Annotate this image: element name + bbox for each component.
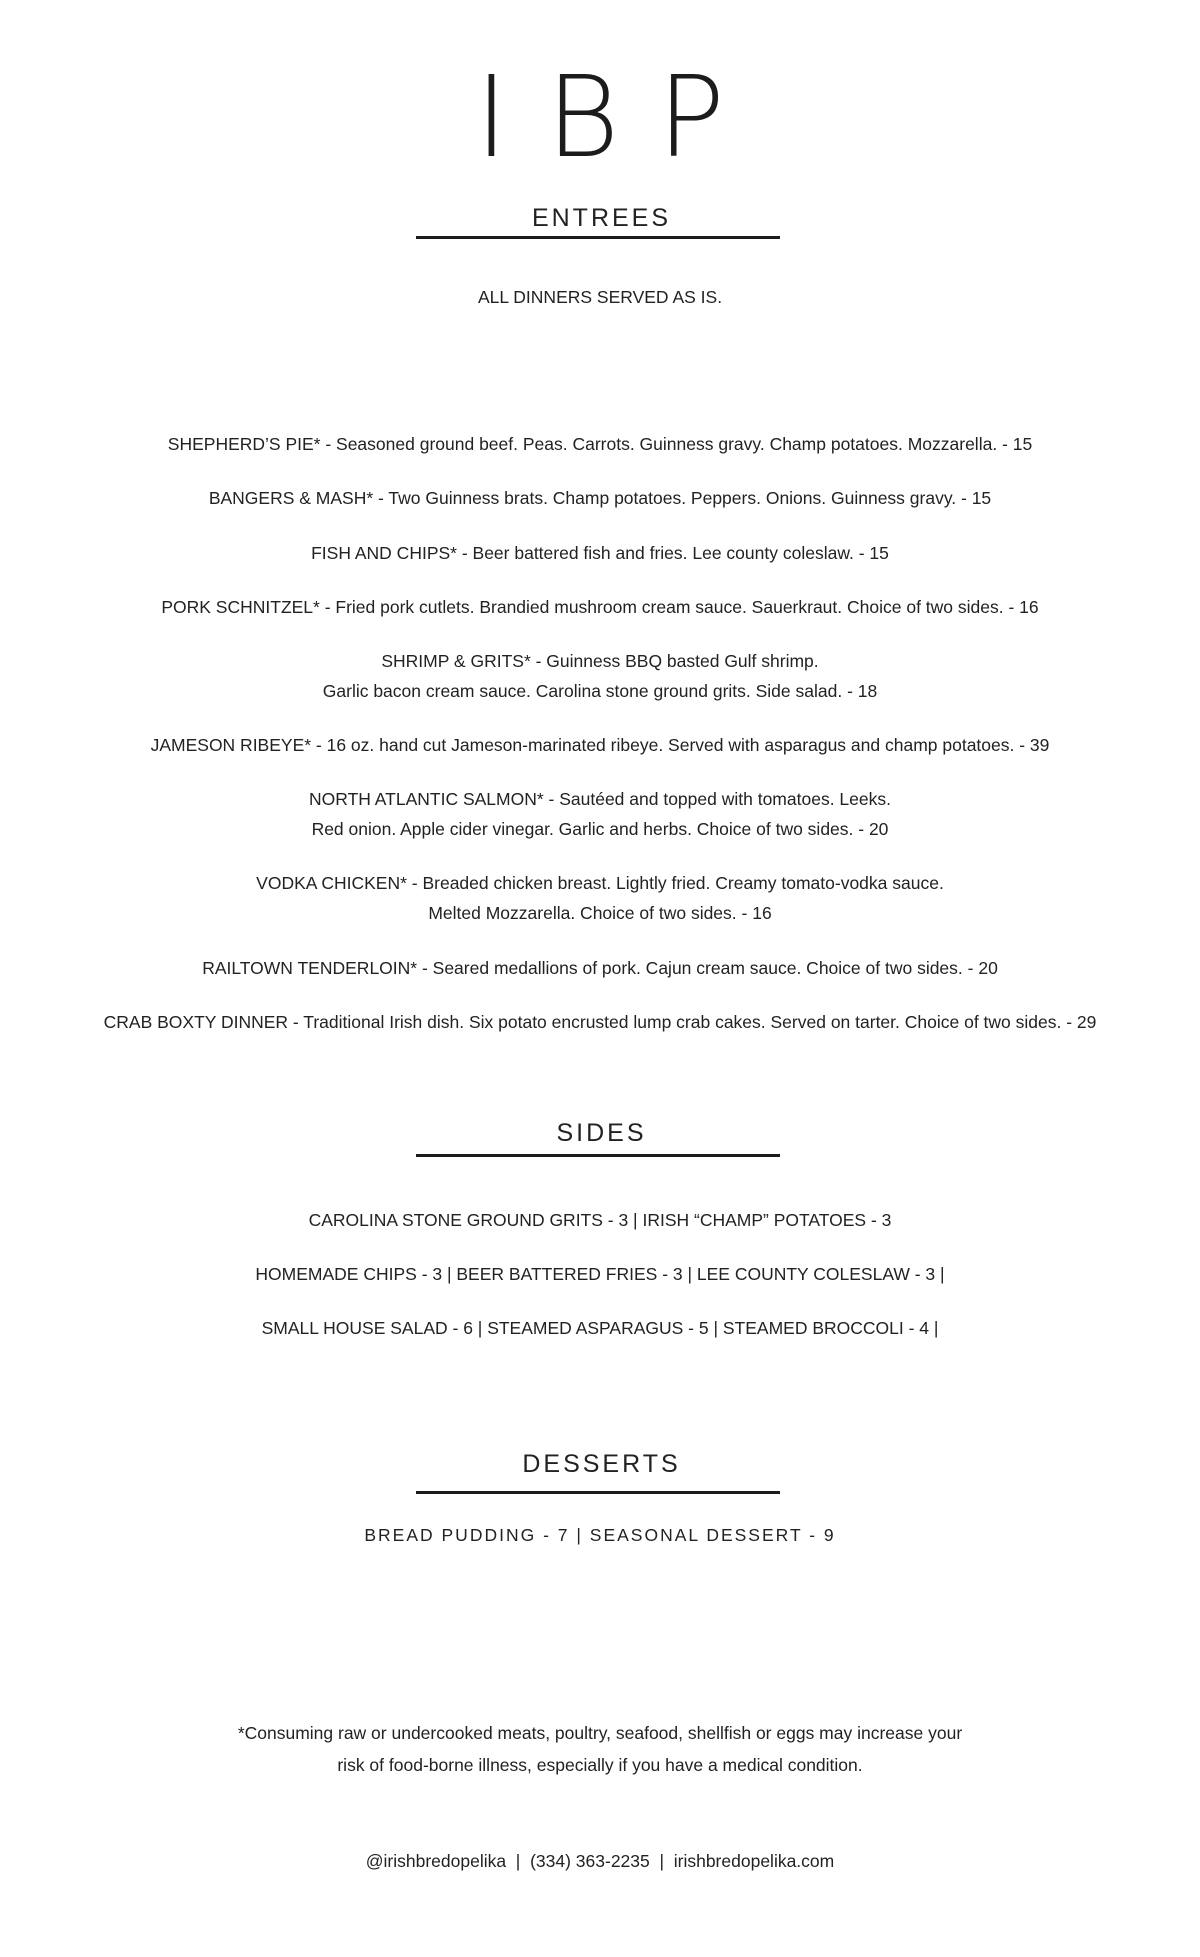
menu-item-railtown-tenderloin: RAILTOWN TENDERLOIN* - Seared medallions of pork. Cajun cream sauce. Choice of two sides. - 20 bbox=[202, 958, 998, 978]
menu-item-north-atlantic-salmon: NORTH ATLANTIC SALMON* - Sautéed and topped with tomatoes. Leeks. bbox=[309, 789, 891, 809]
sides-line-1: CAROLINA STONE GROUND GRITS - 3 | IRISH “CHAMP” POTATOES - 3 bbox=[308, 1210, 892, 1230]
desserts-line: BREAD PUDDING - 7 | SEASONAL DESSERT - 9 bbox=[364, 1525, 836, 1545]
menu-item-crab-boxty-dinner: CRAB BOXTY DINNER - Traditional Irish dish. Six potato encrusted lump crab cakes. Served on tarter. Choice of two sides. - 29 bbox=[103, 1012, 1097, 1032]
desserts-title: DESSERTS bbox=[522, 1450, 681, 1478]
menu-item-north-atlantic-salmon-cont: Red onion. Apple cider vinegar. Garlic and herbs. Choice of two sides. - 20 bbox=[311, 819, 889, 839]
menu-item-jameson-ribeye: JAMESON RIBEYE* - 16 oz. hand cut Jameson-marinated ribeye. Served with asparagus and champ potatoes. - 39 bbox=[150, 735, 1050, 755]
logo: IBP bbox=[475, 53, 763, 183]
menu-item-shrimp-grits: SHRIMP & GRITS* - Guinness BBQ basted Gulf shrimp. bbox=[381, 651, 819, 671]
menu-item-fish-and-chips: FISH AND CHIPS* - Beer battered fish and fries. Lee county coleslaw. - 15 bbox=[311, 543, 889, 563]
sides-title: SIDES bbox=[556, 1119, 647, 1147]
disclaimer-line-2: risk of food-borne illness, especially if you have a medical condition. bbox=[337, 1755, 863, 1775]
desserts-divider bbox=[416, 1491, 780, 1494]
footer-contact: @irishbredopelika | (334) 363-2235 | irishbredopelika.com bbox=[365, 1851, 835, 1871]
disclaimer-line-1: *Consuming raw or undercooked meats, poultry, seafood, shellfish or eggs may increase your bbox=[237, 1723, 963, 1743]
entrees-divider bbox=[416, 236, 780, 239]
sides-line-3: SMALL HOUSE SALAD - 6 | STEAMED ASPARAGUS - 5 | STEAMED BROCCOLI - 4 | bbox=[261, 1318, 939, 1338]
sides-line-2: HOMEMADE CHIPS - 3 | BEER BATTERED FRIES - 3 | LEE COUNTY COLESLAW - 3 | bbox=[255, 1264, 945, 1284]
entrees-note: ALL DINNERS SERVED AS IS. bbox=[477, 287, 723, 307]
menu-item-vodka-chicken: VODKA CHICKEN* - Breaded chicken breast. Lightly fried. Creamy tomato-vodka sauce. bbox=[256, 873, 944, 893]
menu-item-bangers-mash: BANGERS & MASH* - Two Guinness brats. Champ potatoes. Peppers. Onions. Guinness gravy. - 15 bbox=[208, 488, 992, 508]
sides-divider bbox=[416, 1154, 780, 1157]
menu-item-pork-schnitzel: PORK SCHNITZEL* - Fried pork cutlets. Brandied mushroom cream sauce. Sauerkraut. Choice of two sides. - 16 bbox=[161, 597, 1039, 617]
menu-item-vodka-chicken-cont: Melted Mozzarella. Choice of two sides. - 16 bbox=[428, 903, 772, 923]
entrees-title: ENTREES bbox=[531, 204, 672, 232]
menu-item-shepherds-pie: SHEPHERD’S PIE* - Seasoned ground beef. Peas. Carrots. Guinness gravy. Champ potatoes. Mozzarella. - 15 bbox=[167, 434, 1033, 454]
menu-item-shrimp-grits-cont: Garlic bacon cream sauce. Carolina stone ground grits. Side salad. - 18 bbox=[322, 681, 878, 701]
